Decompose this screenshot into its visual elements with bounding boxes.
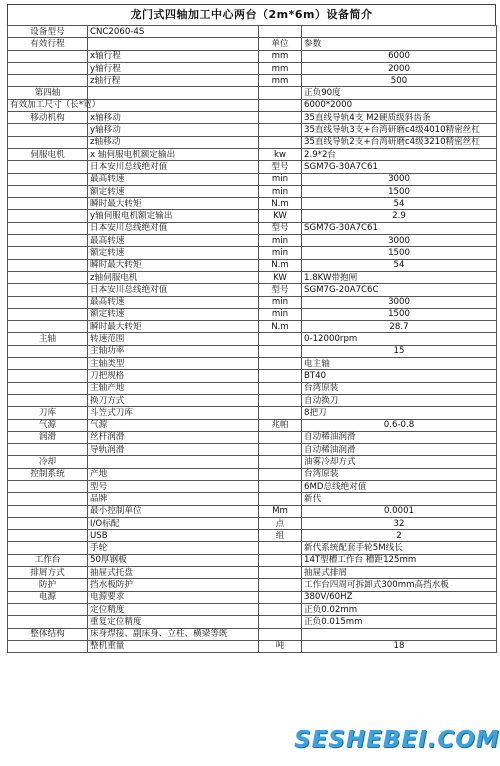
row-category [8,493,88,505]
row-unit [259,136,302,148]
row-value: 15 [302,345,497,357]
table-row [8,345,497,357]
row-item: 型号 [88,480,259,492]
row-category [8,235,88,247]
row-value: 500 [302,75,497,87]
row-category: 防护 [8,579,88,591]
table-row [8,505,497,517]
row-unit [259,542,302,554]
row-item: 50厚钢板 [88,554,259,566]
row-value: 14T型槽工作台 槽距125mm [302,554,497,566]
row-category: 电源 [8,591,88,603]
row-unit: min [259,235,302,247]
row-unit [259,431,302,443]
row-item: 床身焊接、副床身、立柱、横梁等既 [88,628,259,640]
row-value: 3000 [302,296,497,308]
row-unit: mm [259,62,302,74]
table-row [8,247,497,259]
table-row [8,628,497,640]
table-row [8,579,497,591]
row-unit: KW [259,271,302,283]
row-category [8,505,88,517]
row-unit: N.m [259,321,302,333]
spec-sheet [7,4,496,653]
table-row [8,456,497,468]
row-unit: N.m [259,259,302,271]
row-item: 气源 [88,419,259,431]
table-row [8,480,497,492]
row-unit [259,87,302,99]
row-category: 润滑 [8,431,88,443]
watermark [290,725,500,759]
row-category: 主轴 [8,333,88,345]
table-row [8,640,497,652]
row-unit [259,616,302,628]
row-item: 瞬时最大转矩 [88,198,259,210]
table-row [8,50,497,62]
row-category [8,640,88,652]
row-value: 台湾原装 [302,382,497,394]
row-unit: 点 [259,517,302,529]
row-value: 自动换刀 [302,394,497,406]
table-row [8,517,497,529]
row-unit: mm [259,50,302,62]
row-category [8,136,88,148]
row-category [8,394,88,406]
row-item: 瞬时最大转矩 [88,259,259,271]
row-value: 新代 [302,493,497,505]
table-row [8,26,497,38]
row-unit [259,444,302,456]
row-value: 1500 [302,308,497,320]
row-unit [259,407,302,419]
row-category [8,124,88,136]
row-value: 参数 [302,38,497,50]
row-value: 自动稀油润滑 [302,444,497,456]
row-item: 手轮 [88,542,259,554]
row-category: 气源 [8,419,88,431]
row-category [8,210,88,222]
row-item: 瞬时最大转矩 [88,321,259,333]
table-row [8,358,497,370]
row-category [8,271,88,283]
row-category [8,161,88,173]
row-item: y轴伺服电机额定输出 [88,210,259,222]
table-row [8,62,497,74]
row-unit [259,603,302,615]
row-category [8,296,88,308]
row-unit: Mm [259,505,302,517]
table-row [8,173,497,185]
row-unit [259,345,302,357]
row-unit [259,124,302,136]
row-unit: 型号 [259,284,302,296]
table-row [8,222,497,234]
table-row [8,407,497,419]
row-value [302,628,497,640]
table-row [8,567,497,579]
row-unit: 型号 [259,161,302,173]
table-row [8,431,497,443]
row-unit: kw [259,148,302,160]
row-category: 控制系统 [8,468,88,480]
row-value: 新代系统配套手轮5M线长 [302,542,497,554]
row-value: 油雾冷却方式 [302,456,497,468]
row-item: z轴行程 [88,75,259,87]
table-row [8,321,497,333]
row-unit: 吨 [259,640,302,652]
row-category: 排屑方式 [8,567,88,579]
row-value: 正负90度 [302,87,497,99]
row-unit [259,358,302,370]
row-item: x轴移动 [88,112,259,124]
table-row [8,112,497,124]
row-value: 32 [302,517,497,529]
row-item: 抽屉式托盘 [88,567,259,579]
row-value: 1500 [302,247,497,259]
row-item: 日本安川总线绝对值 [88,161,259,173]
table-row [8,616,497,628]
row-item [88,456,259,468]
row-category: 冷却 [8,456,88,468]
table-row [8,87,497,99]
row-unit: min [259,296,302,308]
row-unit [259,468,302,480]
table-row [8,370,497,382]
row-item: 主轴功率 [88,345,259,357]
row-unit: min [259,185,302,197]
row-unit: 组 [259,530,302,542]
table-row [8,271,497,283]
table-row [8,75,497,87]
row-unit: mm [259,75,302,87]
row-category: 移动机构 [8,112,88,124]
row-item: 额定转速 [88,247,259,259]
row-value: 6000 [302,50,497,62]
table-row [8,382,497,394]
row-value: 3000 [302,173,497,185]
row-item [88,99,259,111]
row-value: 2.9*2台 [302,148,497,160]
table-row [8,296,497,308]
row-category: 刀库 [8,407,88,419]
row-value: 35直线导轨3支+台湾研磨c4级4010精密丝杠 [302,124,497,136]
table-row [8,259,497,271]
row-value: BT40 [302,370,497,382]
row-category [8,50,88,62]
row-value: 正负0.02mm [302,603,497,615]
row-category [8,185,88,197]
row-unit [259,591,302,603]
row-category [8,247,88,259]
row-value: 抽屉式排屑 [302,567,497,579]
row-value: 0-12000rpm [302,333,497,345]
row-unit [259,480,302,492]
table-row [8,554,497,566]
row-category: 伺服电机 [8,148,88,160]
row-value: 正负0.015mm [302,616,497,628]
row-value: 台湾原装 [302,468,497,480]
row-unit: KW [259,210,302,222]
row-value: 3000 [302,235,497,247]
row-item: 转速范围 [88,333,259,345]
row-category [8,480,88,492]
row-category: 设备型号 [8,26,88,38]
row-value: 6MD总线绝对值 [302,480,497,492]
row-value: 2000 [302,62,497,74]
row-category [8,517,88,529]
table-row [8,493,497,505]
table-row [8,99,497,111]
table-row [8,185,497,197]
row-item: 电源要求 [88,591,259,603]
row-item: 刀把规格 [88,370,259,382]
row-unit [259,382,302,394]
row-item: 重复定位精度 [88,616,259,628]
table-row [8,419,497,431]
row-unit [259,370,302,382]
row-category [8,345,88,357]
table-row [8,124,497,136]
row-item [88,87,259,99]
row-unit: 单位 [259,38,302,50]
table-row [8,136,497,148]
row-category [8,616,88,628]
row-item: 额定转速 [88,185,259,197]
row-category [8,259,88,271]
row-unit: min [259,173,302,185]
row-value: SGM7G-30A7C61 [302,222,497,234]
row-item: 日本安川总线绝对值 [88,222,259,234]
row-unit [259,628,302,640]
row-category [8,530,88,542]
table-row [8,603,497,615]
row-item: 整机重量 [88,640,259,652]
table-row [8,148,497,160]
row-value: 2.9 [302,210,497,222]
row-unit [259,26,302,38]
table-row [8,210,497,222]
row-category [8,198,88,210]
row-unit: min [259,247,302,259]
watermark-text: SESHEBEI.COM [294,727,500,753]
row-category [8,173,88,185]
row-item: x 轴伺服电机额定输出 [88,148,259,160]
row-item: 主轴产地 [88,382,259,394]
row-unit [259,493,302,505]
row-category [8,321,88,333]
table-row [8,284,497,296]
row-unit: min [259,308,302,320]
row-value: 工作台四周可拆卸式300mm高挡水板 [302,579,497,591]
row-category: 有效加工尺寸（长*宽） [8,99,88,111]
row-category: 整体结构 [8,628,88,640]
row-value: 18 [302,640,497,652]
row-item: 额定转速 [88,308,259,320]
row-item: z轴移动 [88,136,259,148]
row-value: 8把刀 [302,407,497,419]
row-value: 54 [302,259,497,271]
row-item: 产地 [88,468,259,480]
row-value: 35直线导轨2支+台湾研磨c4级3210精密丝杠 [302,136,497,148]
row-category [8,62,88,74]
row-item: CNC2060-4S [88,26,259,38]
sheet-title: 龙门式四轴加工中心两台（2m*6m）设备简介 [7,4,496,25]
row-item: y轴行程 [88,62,259,74]
table-row [8,530,497,542]
row-item: 定位精度 [88,603,259,615]
table-row [8,444,497,456]
row-unit: 型号 [259,222,302,234]
row-category [8,284,88,296]
row-item: z轴伺服电机 [88,271,259,283]
row-item: 挡水板防护 [88,579,259,591]
table-row [8,468,497,480]
row-item: I/O标配 [88,517,259,529]
row-item: 品牌 [88,493,259,505]
row-value: 6000*2000 [302,99,497,111]
table-row [8,333,497,345]
table-row [8,308,497,320]
row-value: SGM7G-20A7C6C [302,284,497,296]
row-unit [259,579,302,591]
row-unit [259,99,302,111]
row-value: 54 [302,198,497,210]
row-item: x轴行程 [88,50,259,62]
row-item: y轴移动 [88,124,259,136]
row-item: 斗笠式刀库 [88,407,259,419]
row-unit [259,567,302,579]
spec-table [7,25,497,653]
row-value: 28.7 [302,321,497,333]
row-item: 最高转速 [88,173,259,185]
row-category [8,370,88,382]
row-value: 2 [302,530,497,542]
row-item [88,38,259,50]
row-item: 丝杆润滑 [88,431,259,443]
row-category: 第四轴 [8,87,88,99]
row-value: 380V/60HZ [302,591,497,603]
row-value: 1500 [302,185,497,197]
row-category: 工作台 [8,554,88,566]
row-item: 最高转速 [88,235,259,247]
table-row [8,38,497,50]
row-value: SGM7G-30A7C61 [302,161,497,173]
row-value: 0.6-0.8 [302,419,497,431]
row-value: 自动稀油润滑 [302,431,497,443]
row-item: 换刀方式 [88,394,259,406]
row-unit [259,394,302,406]
row-unit: N.m [259,198,302,210]
row-item: 日本安川总线绝对值 [88,284,259,296]
row-value: 35直线导轨4支 M2硬质级斜齿条 [302,112,497,124]
row-category [8,222,88,234]
row-category [8,542,88,554]
table-row [8,198,497,210]
row-unit: 兆帕 [259,419,302,431]
table-row [8,591,497,603]
table-row [8,161,497,173]
table-row [8,542,497,554]
row-unit [259,112,302,124]
row-unit [259,456,302,468]
row-item: 主轴类型 [88,358,259,370]
row-category: 有效行程 [8,38,88,50]
row-item: 最高转速 [88,296,259,308]
row-unit [259,554,302,566]
row-category [8,444,88,456]
row-value: 1.8KW带抱闸 [302,271,497,283]
table-row [8,394,497,406]
row-category [8,603,88,615]
row-value: 电主轴 [302,358,497,370]
row-item: 最小控制单位 [88,505,259,517]
row-category [8,308,88,320]
row-category [8,382,88,394]
row-category [8,75,88,87]
row-value [302,26,497,38]
row-value: 0.0001 [302,505,497,517]
table-row [8,235,497,247]
row-item: USB [88,530,259,542]
row-item: 导轨润滑 [88,444,259,456]
row-unit [259,333,302,345]
row-category [8,358,88,370]
